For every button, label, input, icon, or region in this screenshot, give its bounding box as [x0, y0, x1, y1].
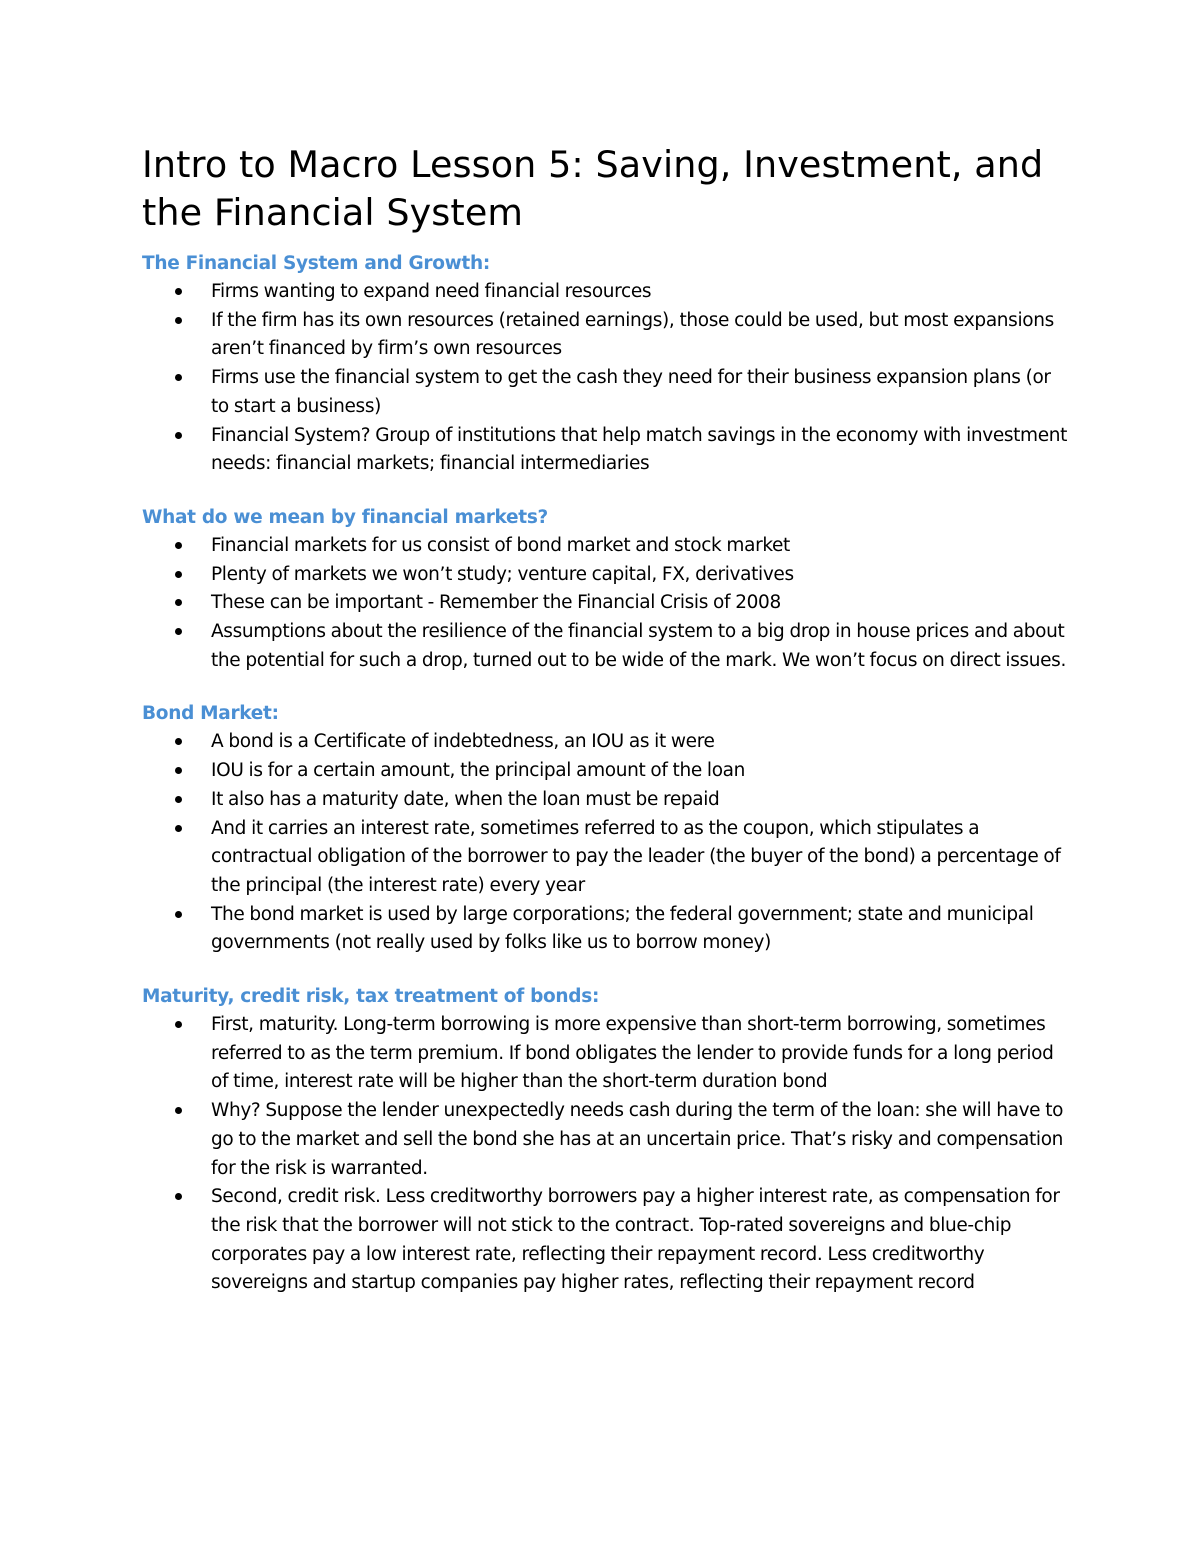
- section-financial-markets: [142, 503, 1070, 676]
- bullet-text: Firms use the financial system to get the cash they need for their business expansion plans (or to start a business): [211, 367, 1051, 417]
- bullet-item: [142, 561, 1070, 590]
- bullet-icon: [175, 1193, 182, 1200]
- bullet-text: First, maturity. Long-term borrowing is more expensive than short-term borrowing, sometimes referred to as the term premium. If bond obligates the lender to provide funds for a long period of time, interest rate will be higher than the short-term duration bond: [211, 1014, 1054, 1093]
- bullet-icon: [175, 628, 182, 635]
- document-title: Intro to Macro Lesson 5: Saving, Investment, and the Financial System: [142, 143, 1044, 234]
- bullet-text: It also has a maturity date, when the loan must be repaid: [211, 788, 720, 810]
- bullet-icon: [175, 599, 182, 606]
- bullet-icon: [175, 825, 182, 832]
- bullet-icon: [175, 432, 182, 439]
- bullet-icon: [175, 1021, 182, 1028]
- section-financial-system-growth: [142, 249, 1070, 479]
- bullet-list: [142, 278, 1070, 479]
- bullet-text: Assumptions about the resilience of the financial system to a big drop in house prices and about the potential for such a drop, turned out to be wide of the mark. We won’t focus on direct issues.: [211, 621, 1066, 671]
- bullet-item: [142, 1097, 1070, 1183]
- bullet-item: [142, 364, 1070, 421]
- bullet-icon: [175, 1107, 182, 1114]
- section-bond-market: [142, 699, 1070, 958]
- bullet-list: [142, 1011, 1070, 1298]
- bullet-item: [142, 532, 1070, 561]
- bullet-text: Firms wanting to expand need financial resources: [211, 281, 652, 302]
- bullet-item: [142, 589, 1070, 618]
- bullet-item: [142, 307, 1070, 364]
- bullet-text: Financial System? Group of institutions that help match savings in the economy with investment needs: financial markets; financial intermediaries: [211, 424, 1068, 475]
- bullet-item: [142, 618, 1070, 675]
- bullet-text: Plenty of markets we won’t study; venture capital, FX, derivatives: [211, 563, 794, 585]
- bullet-icon: [175, 767, 182, 774]
- section-maturity-credit-risk: [142, 982, 1070, 1298]
- bullet-text: And it carries an interest rate, sometimes referred to as the coupon, which stipulates a contractual obligation of the borrower to pay the leader (the buyer of the bond) a percentage of the principal (the interest rate) every year: [211, 817, 1061, 896]
- bullet-icon: [175, 911, 182, 918]
- bullet-icon: [175, 571, 182, 578]
- bullet-item: [142, 1011, 1070, 1097]
- bullet-icon: [175, 374, 182, 381]
- bullet-icon: [175, 738, 182, 745]
- bullet-text: The bond market is used by large corporations; the federal government; state and municipal governments (not really used by folks like us to borrow money): [211, 903, 1034, 954]
- bullet-icon: [175, 542, 182, 549]
- section-heading: Maturity, credit risk, tax treatment of bonds:: [142, 986, 600, 1008]
- bullet-text: IOU is for a certain amount, the principal amount of the loan: [211, 760, 746, 782]
- bullet-item: [142, 901, 1070, 958]
- bullet-item: [142, 1183, 1070, 1298]
- bullet-text: Why? Suppose the lender unexpectedly needs cash during the term of the loan: she will have to go to the market and sell the bond she has at an uncertain price. That’s risky and compensation for the risk is warranted.: [211, 1100, 1064, 1179]
- section-heading: Bond Market:: [142, 703, 279, 725]
- bullet-item: [142, 786, 1070, 815]
- bullet-list: [142, 532, 1070, 676]
- bullet-item: [142, 757, 1070, 786]
- section-heading: The Financial System and Growth:: [142, 253, 490, 274]
- bullet-text: If the firm has its own resources (retained earnings), those could be used, but most expansions aren’t financed by firm’s own resources: [211, 309, 1054, 360]
- bullet-item: [142, 422, 1070, 479]
- bullet-text: Financial markets for us consist of bond market and stock market: [211, 534, 790, 556]
- bullet-icon: [175, 317, 182, 324]
- bullet-list: [142, 728, 1070, 958]
- section-heading: What do we mean by financial markets?: [142, 506, 548, 528]
- bullet-item: [142, 728, 1070, 757]
- bullet-text: These can be important - Remember the Financial Crisis of 2008: [211, 592, 781, 614]
- bullet-icon: [175, 288, 182, 295]
- bullet-text: Second, credit risk. Less creditworthy borrowers pay a higher interest rate, as compensation for the risk that the borrower will not stick to the contract. Top-rated sovereigns and blue-chip corporates pay a low interest rate, reflecting their repayment record. Less creditworthy sovereigns and startup companies pay higher rates, reflecting their repayment record: [211, 1186, 1060, 1294]
- bullet-item: [142, 815, 1070, 901]
- bullet-icon: [175, 796, 182, 803]
- bullet-text: A bond is a Certificate of indebtedness, an IOU as it were: [211, 731, 715, 753]
- bullet-item: [142, 278, 1070, 307]
